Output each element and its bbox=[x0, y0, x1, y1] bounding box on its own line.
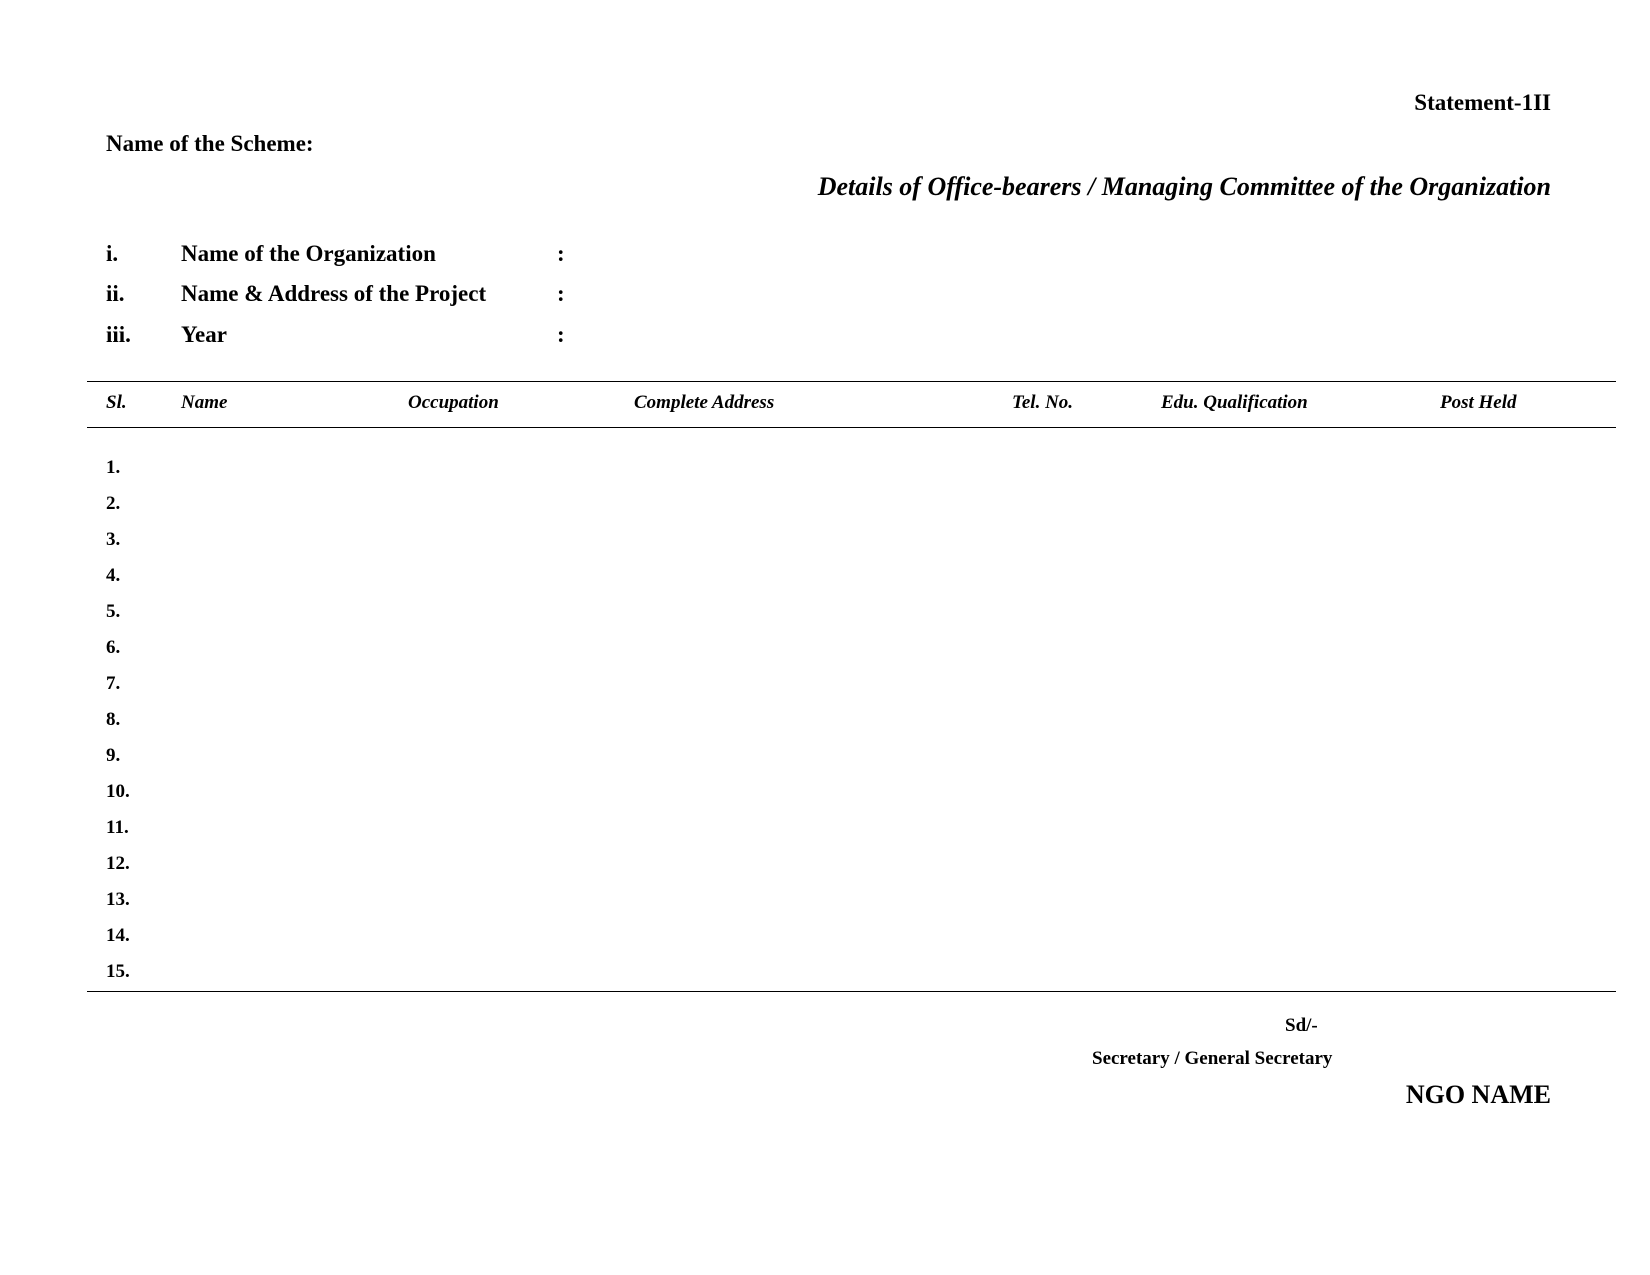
scheme-name-label: Name of the Scheme: bbox=[106, 131, 314, 156]
table-row: 2. bbox=[106, 493, 121, 514]
info-row-year bbox=[106, 322, 606, 352]
table-row: 9. bbox=[106, 745, 121, 766]
info-colon: : bbox=[557, 322, 565, 347]
signatory-designation: Secretary / General Secretary bbox=[1092, 1048, 1333, 1069]
organization-name: NGO NAME bbox=[1405, 1080, 1551, 1109]
info-label: Name & Address of the Project bbox=[181, 281, 487, 306]
info-row-project bbox=[106, 281, 606, 311]
table-row: 6. bbox=[106, 637, 121, 658]
table-row: 14. bbox=[106, 925, 130, 946]
info-row-organization bbox=[106, 241, 606, 271]
info-colon: : bbox=[557, 281, 565, 306]
info-label: Name of the Organization bbox=[181, 241, 436, 266]
table-top-rule bbox=[87, 381, 1616, 382]
column-header-name: Name bbox=[181, 392, 228, 413]
column-header-post: Post Held bbox=[1440, 392, 1517, 413]
table-bottom-rule bbox=[87, 991, 1616, 992]
table-row: 5. bbox=[106, 601, 121, 622]
table-row: 7. bbox=[106, 673, 121, 694]
table-row: 13. bbox=[106, 889, 130, 910]
statement-number: Statement-1II bbox=[1414, 90, 1551, 115]
column-header-occupation: Occupation bbox=[408, 392, 499, 413]
column-header-qualification: Edu. Qualification bbox=[1161, 392, 1308, 413]
table-row: 15. bbox=[106, 961, 130, 982]
table-body bbox=[106, 455, 1606, 995]
info-number: iii. bbox=[106, 322, 131, 347]
info-label: Year bbox=[181, 322, 227, 347]
column-header-address: Complete Address bbox=[634, 392, 775, 413]
table-row: 11. bbox=[106, 817, 129, 838]
info-colon: : bbox=[557, 241, 565, 266]
table-row: 4. bbox=[106, 565, 121, 586]
info-number: ii. bbox=[106, 281, 125, 306]
table-header-rule bbox=[87, 427, 1616, 428]
document-title: Details of Office-bearers / Managing Committee of the Organization bbox=[817, 172, 1551, 201]
table-row: 8. bbox=[106, 709, 121, 730]
table-row: 12. bbox=[106, 853, 130, 874]
column-header-tel: Tel. No. bbox=[1012, 392, 1074, 413]
table-row: 1. bbox=[106, 457, 121, 478]
signature-mark: Sd/- bbox=[1285, 1015, 1318, 1036]
table-row: 3. bbox=[106, 529, 121, 550]
column-header-sl: Sl. bbox=[106, 392, 127, 413]
table-header bbox=[0, 392, 1650, 418]
info-number: i. bbox=[106, 241, 119, 266]
table-row: 10. bbox=[106, 781, 130, 802]
